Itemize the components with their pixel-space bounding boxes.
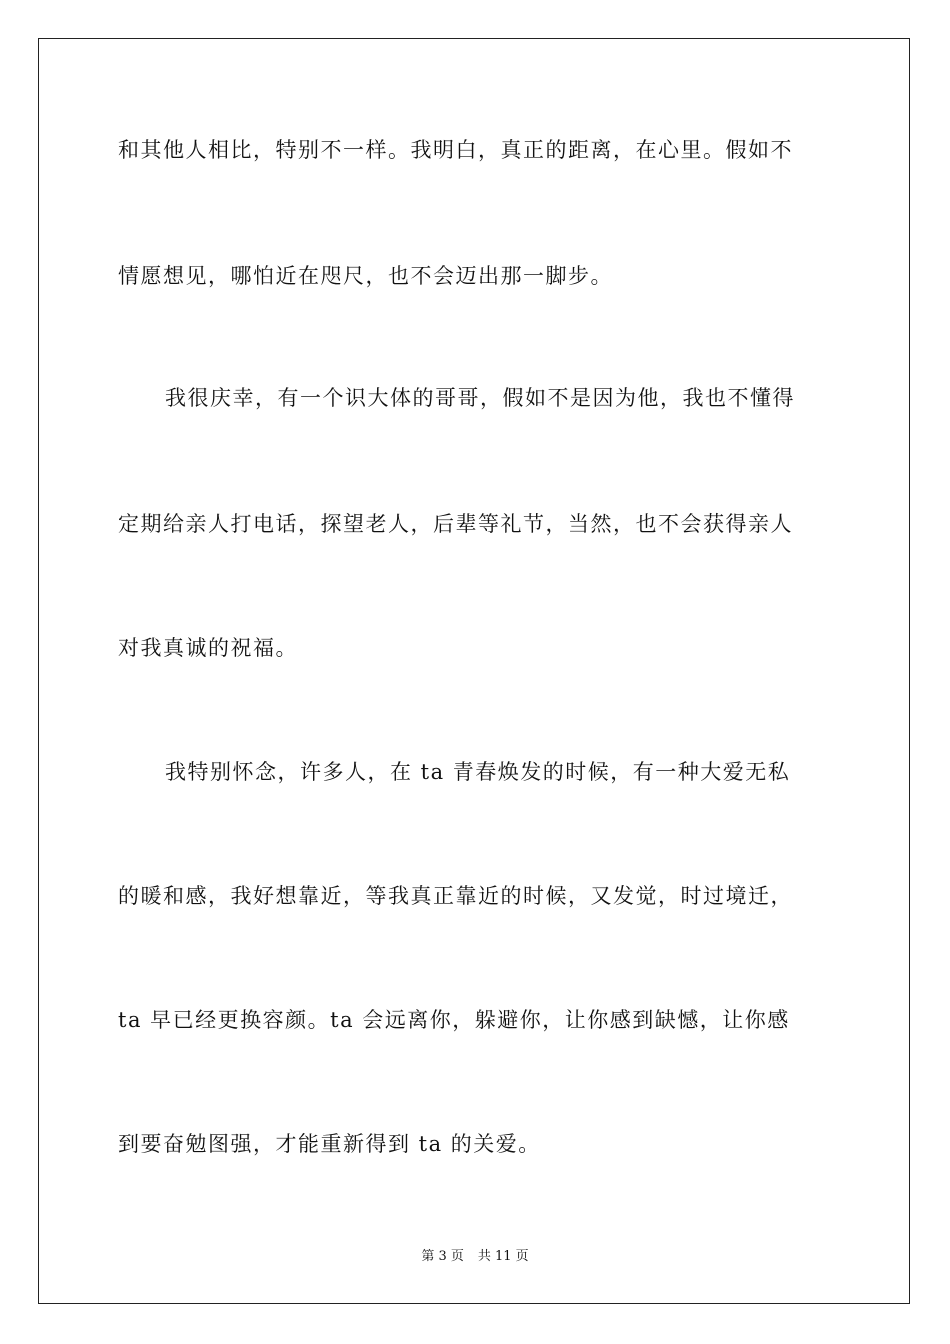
paragraph-line: 和其他人相比，特别不一样。我明白，真正的距离，在心里。假如不 [118, 138, 793, 162]
page-number: 第 3 页 [421, 1249, 464, 1264]
paragraph-line: ta 早已经更换容颜。ta 会远离你，躲避你，让你感到缺憾，让你感 [118, 1008, 790, 1032]
paragraph-line: 我特别怀念，许多人，在 ta 青春焕发的时候，有一种大爱无私 [165, 760, 791, 784]
page-footer [0, 1248, 950, 1266]
paragraph-line: 我很庆幸，有一个识大体的哥哥，假如不是因为他，我也不懂得 [165, 386, 795, 410]
page-border [38, 38, 910, 1304]
paragraph-line: 的暖和感，我好想靠近，等我真正靠近的时候，又发觉，时过境迁， [118, 884, 793, 908]
paragraph-line: 到要奋勉图强，才能重新得到 ta 的关爱。 [118, 1132, 541, 1156]
paragraph-line: 定期给亲人打电话，探望老人，后辈等礼节，当然，也不会获得亲人 [118, 512, 793, 536]
paragraph-line: 情愿想见，哪怕近在咫尺，也不会迈出那一脚步。 [118, 264, 613, 288]
page-total: 共 11 页 [477, 1249, 529, 1264]
paragraph-line: 对我真诚的祝福。 [118, 636, 298, 660]
